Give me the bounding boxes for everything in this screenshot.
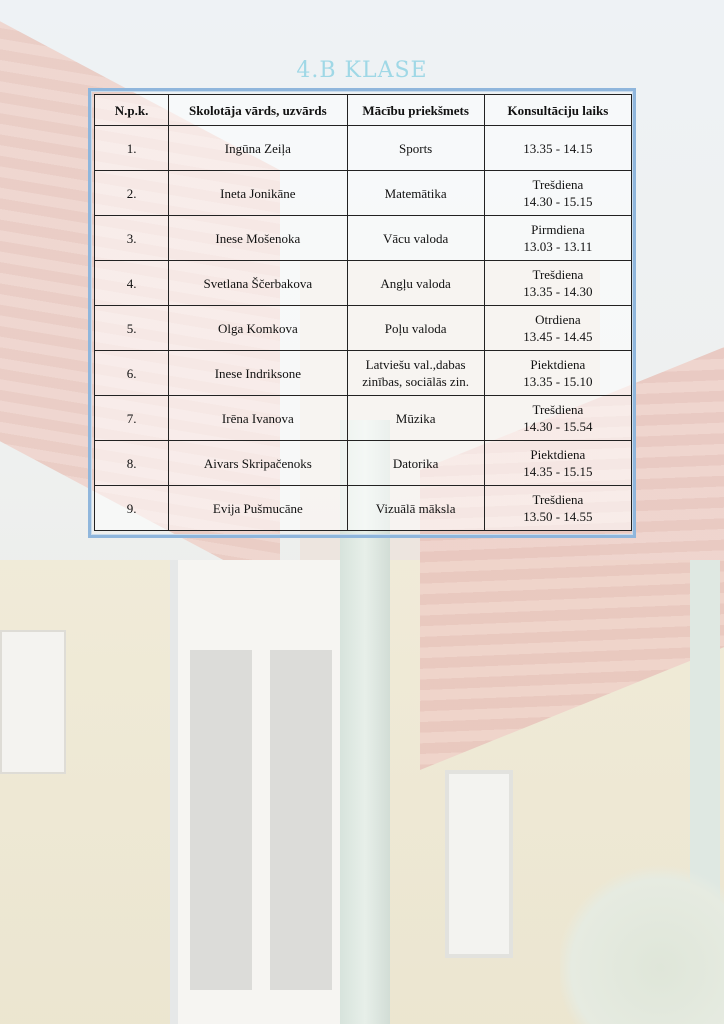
teacher-name: Aivars Skripačenoks	[169, 441, 347, 486]
time-line: 13.03 - 13.11	[523, 239, 593, 254]
subject-cell	[347, 351, 484, 396]
time-line: Piektdiena	[530, 357, 586, 372]
subject-line: Sports	[399, 140, 433, 156]
row-number: 6.	[95, 351, 169, 396]
header-subject: Mācību priekšmets	[347, 95, 484, 126]
row-number: 7.	[95, 396, 169, 441]
table-row	[95, 486, 632, 531]
table-header-row	[95, 95, 632, 126]
time-line: 13.35 - 14.15	[523, 140, 593, 156]
teacher-name: Olga Komkova	[169, 306, 347, 351]
subject-line: Datorika	[392, 455, 439, 471]
header-time: Konsultāciju laiks	[484, 95, 631, 126]
time-line: Trešdiena	[532, 402, 584, 417]
time-line: Pirmdiena	[531, 222, 585, 237]
teacher-name: Ineta Jonikāne	[169, 171, 347, 216]
time-line: 14.35 - 15.15	[523, 464, 593, 479]
table-row	[95, 441, 632, 486]
row-number: 3.	[95, 216, 169, 261]
page-title: 4.B KLASE	[296, 58, 428, 83]
time-line: 14.30 - 15.15	[523, 194, 593, 209]
table-row	[95, 261, 632, 306]
subject-cell	[347, 306, 484, 351]
subject-cell	[347, 126, 484, 171]
consultation-table	[94, 94, 632, 531]
subject-line: Latviešu val.,dabas	[365, 357, 466, 372]
time-cell	[484, 261, 631, 306]
subject-line: zinības, sociālās zin.	[362, 374, 470, 389]
subject-line: Vācu valoda	[382, 230, 449, 246]
time-line: 13.35 - 15.10	[523, 374, 593, 389]
time-cell	[484, 306, 631, 351]
teacher-name: Irēna Ivanova	[169, 396, 347, 441]
time-line: 14.30 - 15.54	[523, 419, 593, 434]
table-row	[95, 306, 632, 351]
teacher-name: Evija Pušmucāne	[169, 486, 347, 531]
wall-sign	[0, 630, 66, 774]
time-line: Trešdiena	[532, 267, 584, 282]
subject-cell	[347, 486, 484, 531]
time-cell	[484, 126, 631, 171]
time-cell	[484, 171, 631, 216]
subject-cell	[347, 171, 484, 216]
teacher-name: Inese Mošenoka	[169, 216, 347, 261]
header-number: N.p.k.	[95, 95, 169, 126]
table-row	[95, 216, 632, 261]
header-teacher: Skolotāja vārds, uzvārds	[169, 95, 347, 126]
time-line: 13.35 - 14.30	[523, 284, 593, 299]
subject-cell	[347, 261, 484, 306]
row-number: 9.	[95, 486, 169, 531]
subject-line: Mūzika	[395, 410, 436, 426]
time-line: Otrdiena	[535, 312, 581, 327]
table-row	[95, 171, 632, 216]
time-cell	[484, 486, 631, 531]
teacher-name: Svetlana Ščerbakova	[169, 261, 347, 306]
table-row	[95, 351, 632, 396]
subject-cell	[347, 216, 484, 261]
time-line: Piektdiena	[530, 447, 586, 462]
row-number: 4.	[95, 261, 169, 306]
subject-cell	[347, 396, 484, 441]
subject-cell	[347, 441, 484, 486]
subject-line: Poļu valoda	[384, 320, 447, 336]
teacher-name: Inese Indriksone	[169, 351, 347, 396]
time-line: 13.45 - 14.45	[523, 329, 593, 344]
entrance-door	[170, 560, 366, 1024]
row-number: 2.	[95, 171, 169, 216]
subject-line: Matemātika	[384, 185, 447, 201]
row-number: 1.	[95, 126, 169, 171]
table-row	[95, 126, 632, 171]
table-row	[95, 396, 632, 441]
time-cell	[484, 396, 631, 441]
time-cell	[484, 441, 631, 486]
time-cell	[484, 216, 631, 261]
row-number: 5.	[95, 306, 169, 351]
time-line: Trešdiena	[532, 492, 584, 507]
subject-line: Angļu valoda	[380, 275, 451, 291]
time-line: Trešdiena	[532, 177, 584, 192]
subject-line: Vizuālā māksla	[375, 500, 456, 516]
time-line: 13.50 - 14.55	[523, 509, 593, 524]
row-number: 8.	[95, 441, 169, 486]
teacher-name: Ingūna Zeiļa	[169, 126, 347, 171]
time-cell	[484, 351, 631, 396]
